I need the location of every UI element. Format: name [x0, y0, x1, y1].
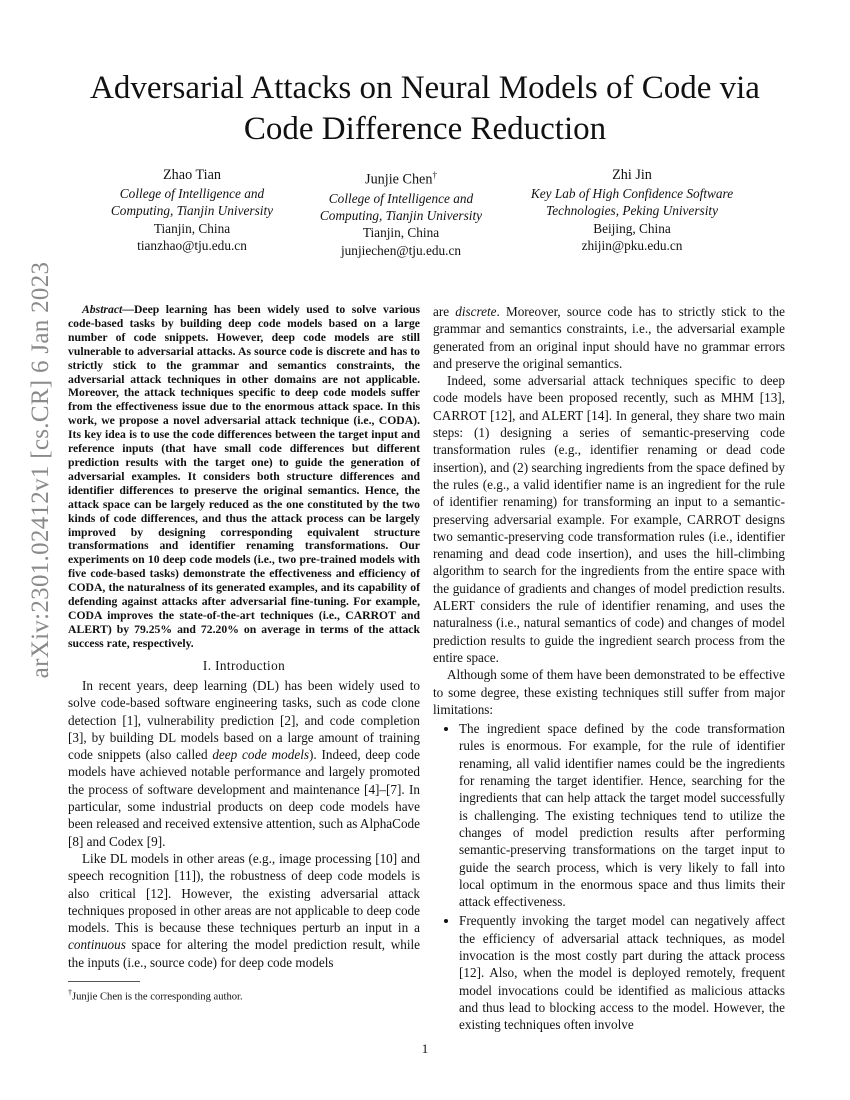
author-email[interactable]: zhijin@pku.edu.cn — [581, 237, 683, 253]
abstract-label: Abstract — [82, 303, 123, 316]
author-name: Zhao Tian — [163, 167, 221, 183]
paper-title: Adversarial Attacks on Neural Models of Code via Code Difference Reduction — [90, 70, 760, 147]
author-affiliation: College of Intelligence and Computing, Tianjin University — [110, 186, 274, 219]
abstract-text: —Deep learning has been widely used to solve various code-based tasks by building deep code models based on a large number of code snippets. However, deep code models are still vulnerable to adversarial attacks. As source code is discrete and has to strictly stick to the grammar and semantics constraints, the adversarial attack techniques in other domains are not applicable. Moreover, the attack techniques specific to deep code models suffer from the effectiveness issue due to the enormous attack space. In this work, we propose a novel adversarial attack technique (i.e., CODA). Its key idea is to use the code differences between the target input and reference inputs (that have small code differences but different prediction results with the target one) to guide the generation of adversarial examples. It considers both structure differences and identifier differences to preserve the original semantics. Hence, the attack space can be largely reduced as the one constituted by the two kinds of code differences, and thus the attack process can be largely improved by designing corresponding equivalent structure transformations and identifier renaming transformations. Our experiments on 10 deep code models (i.e., two pre-trained models with five code-based tasks) demonstrate the effectiveness and efficiency of CODA, the naturalness of its generated examples, and its capability of defending against attacks after adversarial fine-tuning. For example, CODA improves the state-of-the-art techniques (i.e., CARROT and ALERT) by 79.25% and 72.20% on average in terms of the attack success rate, respectively. — [68, 303, 420, 650]
corresponding-mark: † — [432, 170, 437, 180]
author-name: Junjie Chen† — [365, 170, 437, 188]
page-number: 1 — [421, 1041, 429, 1056]
author-email[interactable]: junjiechen@tju.edu.cn — [340, 242, 462, 258]
left-column — [68, 303, 420, 971]
limitations-list — [433, 720, 785, 1033]
list-item: • Frequently invoking the target model can negatively affect the efficiency of adversarial attack techniques, as model invocation is the most costly part during the attack process [12]. Also, when the model is deployed remotely, frequent model invocations could be identified as malicious attacks and thus lead to blocking access to the model. However, the existing techniques often involve — [459, 912, 785, 1033]
footnote-divider — [68, 981, 140, 982]
author-email[interactable]: tianzhao@tju.edu.cn — [137, 237, 247, 253]
intro-paragraph-4: Although some of them have been demonstrated to be effective to some degree, these existing techniques still suffer from major limitations: — [433, 667, 785, 717]
author-name: Zhi Jin — [612, 167, 652, 183]
intro-paragraph-2-continued: are discrete. Moreover, source code has to strictly stick to the grammar and semantics constraints, i.e., the adversarial example generated from an original input should have no grammar errors and preserve the original semantics. — [433, 304, 785, 371]
intro-paragraph-1: In recent years, deep learning (DL) has been widely used to solve code-based software engineering tasks, such as code clone detection [1], vulnerability prediction [2], and code completion [3], by building DL models based on a large amount of training code snippets (also called deep code models). Indeed, deep code models have achieved notable performance and largely promoted the process of software development and maintenance [4]–[7]. In particular, some industrial products on deep code models have been released and received extensive attention, such as AlphaCode [8] and Codex [9]. — [68, 677, 420, 849]
author-affiliation: Key Lab of High Confidence Software Technologies, Peking University — [530, 186, 734, 219]
footnote-text: Junjie Chen is the corresponding author. — [72, 991, 243, 1003]
author-block-1 — [77, 167, 307, 254]
author-affiliation: College of Intelligence and Computing, Tianjin University — [319, 190, 483, 224]
author-block-3 — [517, 167, 747, 254]
footnote — [68, 986, 420, 1004]
right-column — [433, 303, 785, 1035]
intro-paragraph-2: Like DL models in other areas (e.g., image processing [10] and speech recognition [11]), the robustness of deep code models is also critical [12]. However, the existing adversarial attack techniques proposed in other areas are not applicable to deep code models. This is because these techniques perturb an input in a continuous space for altering the model prediction result, while the inputs (i.e., source code) for deep code models — [68, 850, 420, 970]
author-location: Tianjin, China — [153, 220, 231, 236]
author-location: Tianjin, China — [362, 225, 440, 241]
section-heading-introduction: I. Introduction — [202, 657, 286, 673]
footnote-mark: † — [68, 988, 72, 997]
author-location: Beijing, China — [593, 220, 671, 236]
intro-paragraph-3: Indeed, some adversarial attack techniques specific to deep code models have been proposed recently, such as MHM [13], CARROT [12], and ALERT [14]. In general, they share two main steps: (1) designing a series of semantic-preserving code transformation rules (e.g., identifier renaming or dead code insertion), and (2) searching ingredients from the space defined by the rules (e.g., a valid identifier name is an ingredient for the rule of identifier renaming) for transforming an input to a semantic-preserving adversarial example. For example, CARROT designs two semantic-preserving code transformation rules (i.e., identifier renaming and dead code insertion), and uses the hill-climbing algorithm to search for the ingredients from the entire space with the guidance of gradients and changes of model prediction results. ALERT considers the rule of identifier renaming, and uses the naturalness (i.e., natural semantics of code) and changes of model prediction results to guide the ingredient search process from the entire space. — [433, 373, 785, 665]
list-item: • The ingredient space defined by the code transformation rules is enormous. For example, for the rule of identifier renaming, all valid identifier names could be the ingredients for renaming the target identifier. Hence, searching for the ingredients that can help attack the target model successfully is challenging. The existing techniques tend to utilize the changes of model prediction results after performing semantic-preserving transformations on the target input to guide the search process, which is very likely to fall into local optimum in the enormous space and thus limits their attack effectiveness. — [459, 720, 785, 910]
arxiv-identifier — [22, 261, 60, 679]
author-block-2 — [286, 167, 516, 259]
arxiv-id-text: arXiv:2301.02412v1 [cs.CR] 6 Jan 2023 — [27, 261, 54, 679]
abstract — [68, 303, 420, 651]
